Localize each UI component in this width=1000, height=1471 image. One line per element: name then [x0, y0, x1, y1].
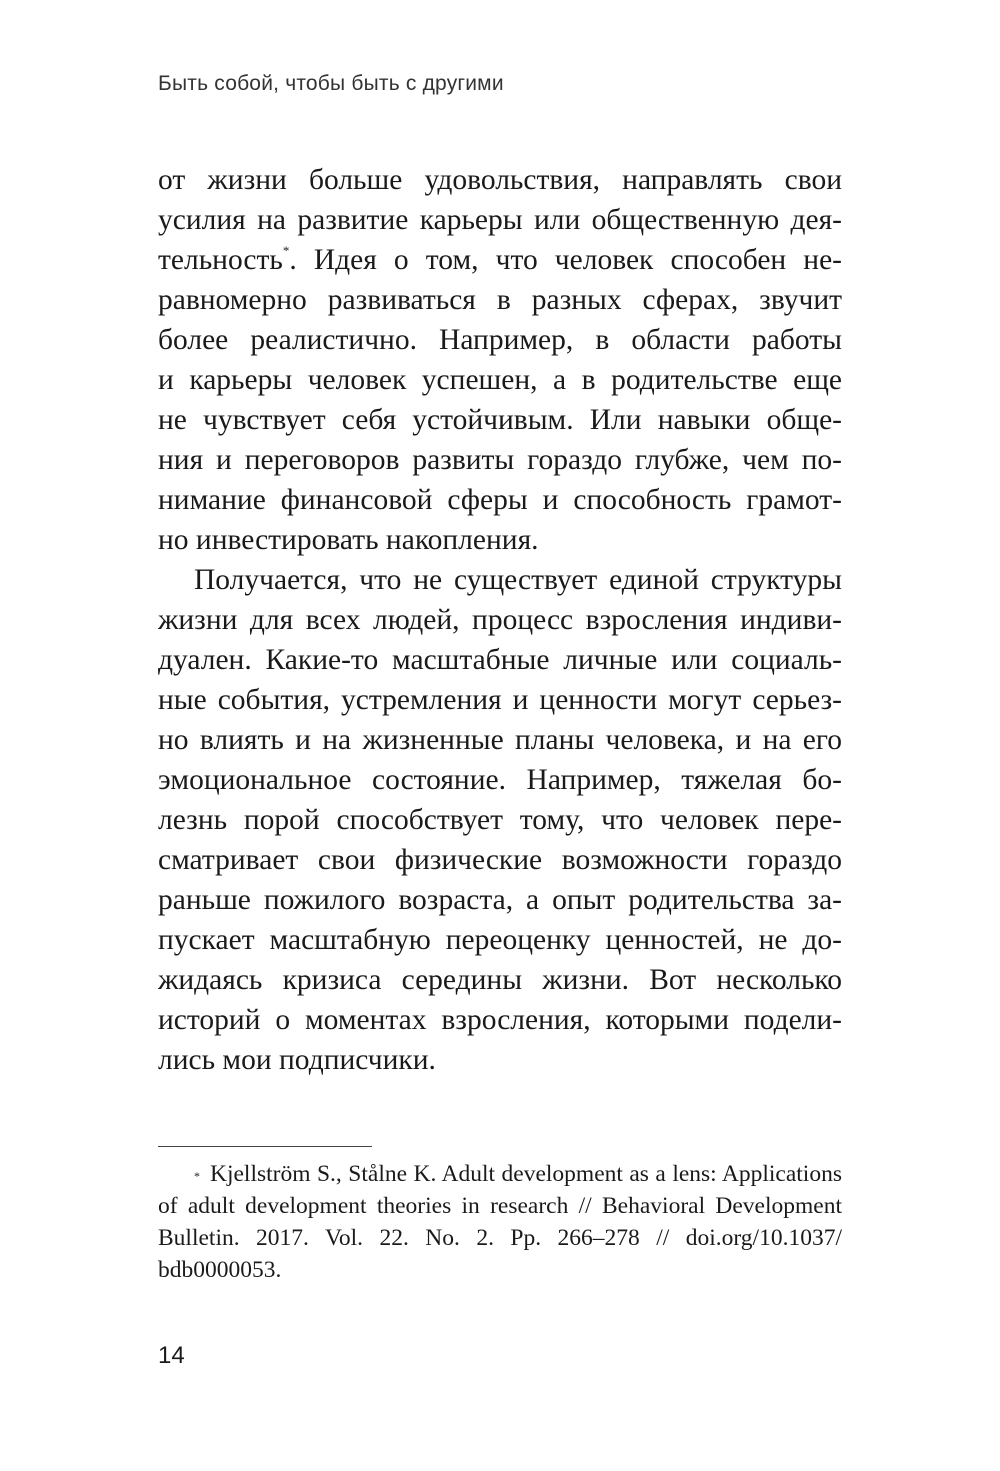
text-line: лись мои подписчики.: [158, 1044, 436, 1076]
footnote-reference[interactable]: *: [282, 243, 290, 258]
paragraph-1: [158, 160, 842, 560]
text-line: равномерно развиваться в разных сферах, звучит: [158, 284, 842, 316]
text-line: Получается, что не существует единой структуры: [194, 564, 842, 596]
text-line: раньше пожилого возраста, а опыт родительства за-: [158, 884, 842, 916]
text-line: лезнь порой способствует тому, что человек пере-: [158, 804, 842, 836]
running-title: Быть собой, чтобы быть с другими: [158, 72, 504, 95]
text-line: историй о моментах взросления, которыми подели-: [158, 1004, 842, 1036]
footnote-marker: *: [194, 1169, 200, 1183]
text-line: от жизни больше удовольствия, направлять свои: [158, 164, 842, 196]
text-line: ния и переговоров развиты гораздо глубже, чем по-: [158, 444, 842, 476]
text-line: и карьеры человек успешен, а в родительстве еще: [158, 364, 842, 396]
text-line: усилия на развитие карьеры или общественную дея-: [158, 204, 842, 236]
footnote-divider: [158, 1146, 372, 1147]
footnote: [158, 1158, 842, 1286]
text-line: эмоциональное состояние. Например, тяжелая бо-: [158, 764, 842, 796]
footnote-line: bdb0000053.: [158, 1257, 282, 1283]
text-line: жизни для всех людей, процесс взросления индиви-: [158, 604, 842, 636]
paragraph-2: [158, 560, 842, 1080]
text-line: пускает масштабную переоценку ценностей, не до-: [158, 924, 842, 956]
text-line: более реалистично. Например, в области работы: [158, 324, 842, 356]
text-line: тельность*. Идея о том, что человек способен не-: [158, 243, 842, 276]
text-line: ные события, устремления и ценности могут серьез-: [158, 684, 842, 716]
text-line: дуален. Какие-то масштабные личные или социаль-: [158, 644, 842, 676]
text-line: но инвестировать накопления.: [158, 524, 539, 556]
text-line: сматривает свои физические возможности гораздо: [158, 844, 842, 876]
main-text: [158, 160, 842, 1080]
page-number: 14: [158, 1342, 185, 1369]
text-line: не чувствует себя устойчивым. Или навыки обще-: [158, 404, 842, 436]
footnote-line: of adult development theories in research // Behavioral Development: [158, 1193, 842, 1219]
text-line: нимание финансовой сферы и способность грамот-: [158, 484, 842, 516]
footnote-line: Bulletin. 2017. Vol. 22. No. 2. Pp. 266–278 // doi.org/10.1037/: [158, 1225, 842, 1251]
text-line: жидаясь кризиса середины жизни. Вот несколько: [158, 964, 842, 996]
footnote-line: * Kjellström S., Stålne K. Adult development as a lens: Applications: [194, 1161, 842, 1187]
text-line: но влиять и на жизненные планы человека, и на его: [158, 724, 842, 756]
